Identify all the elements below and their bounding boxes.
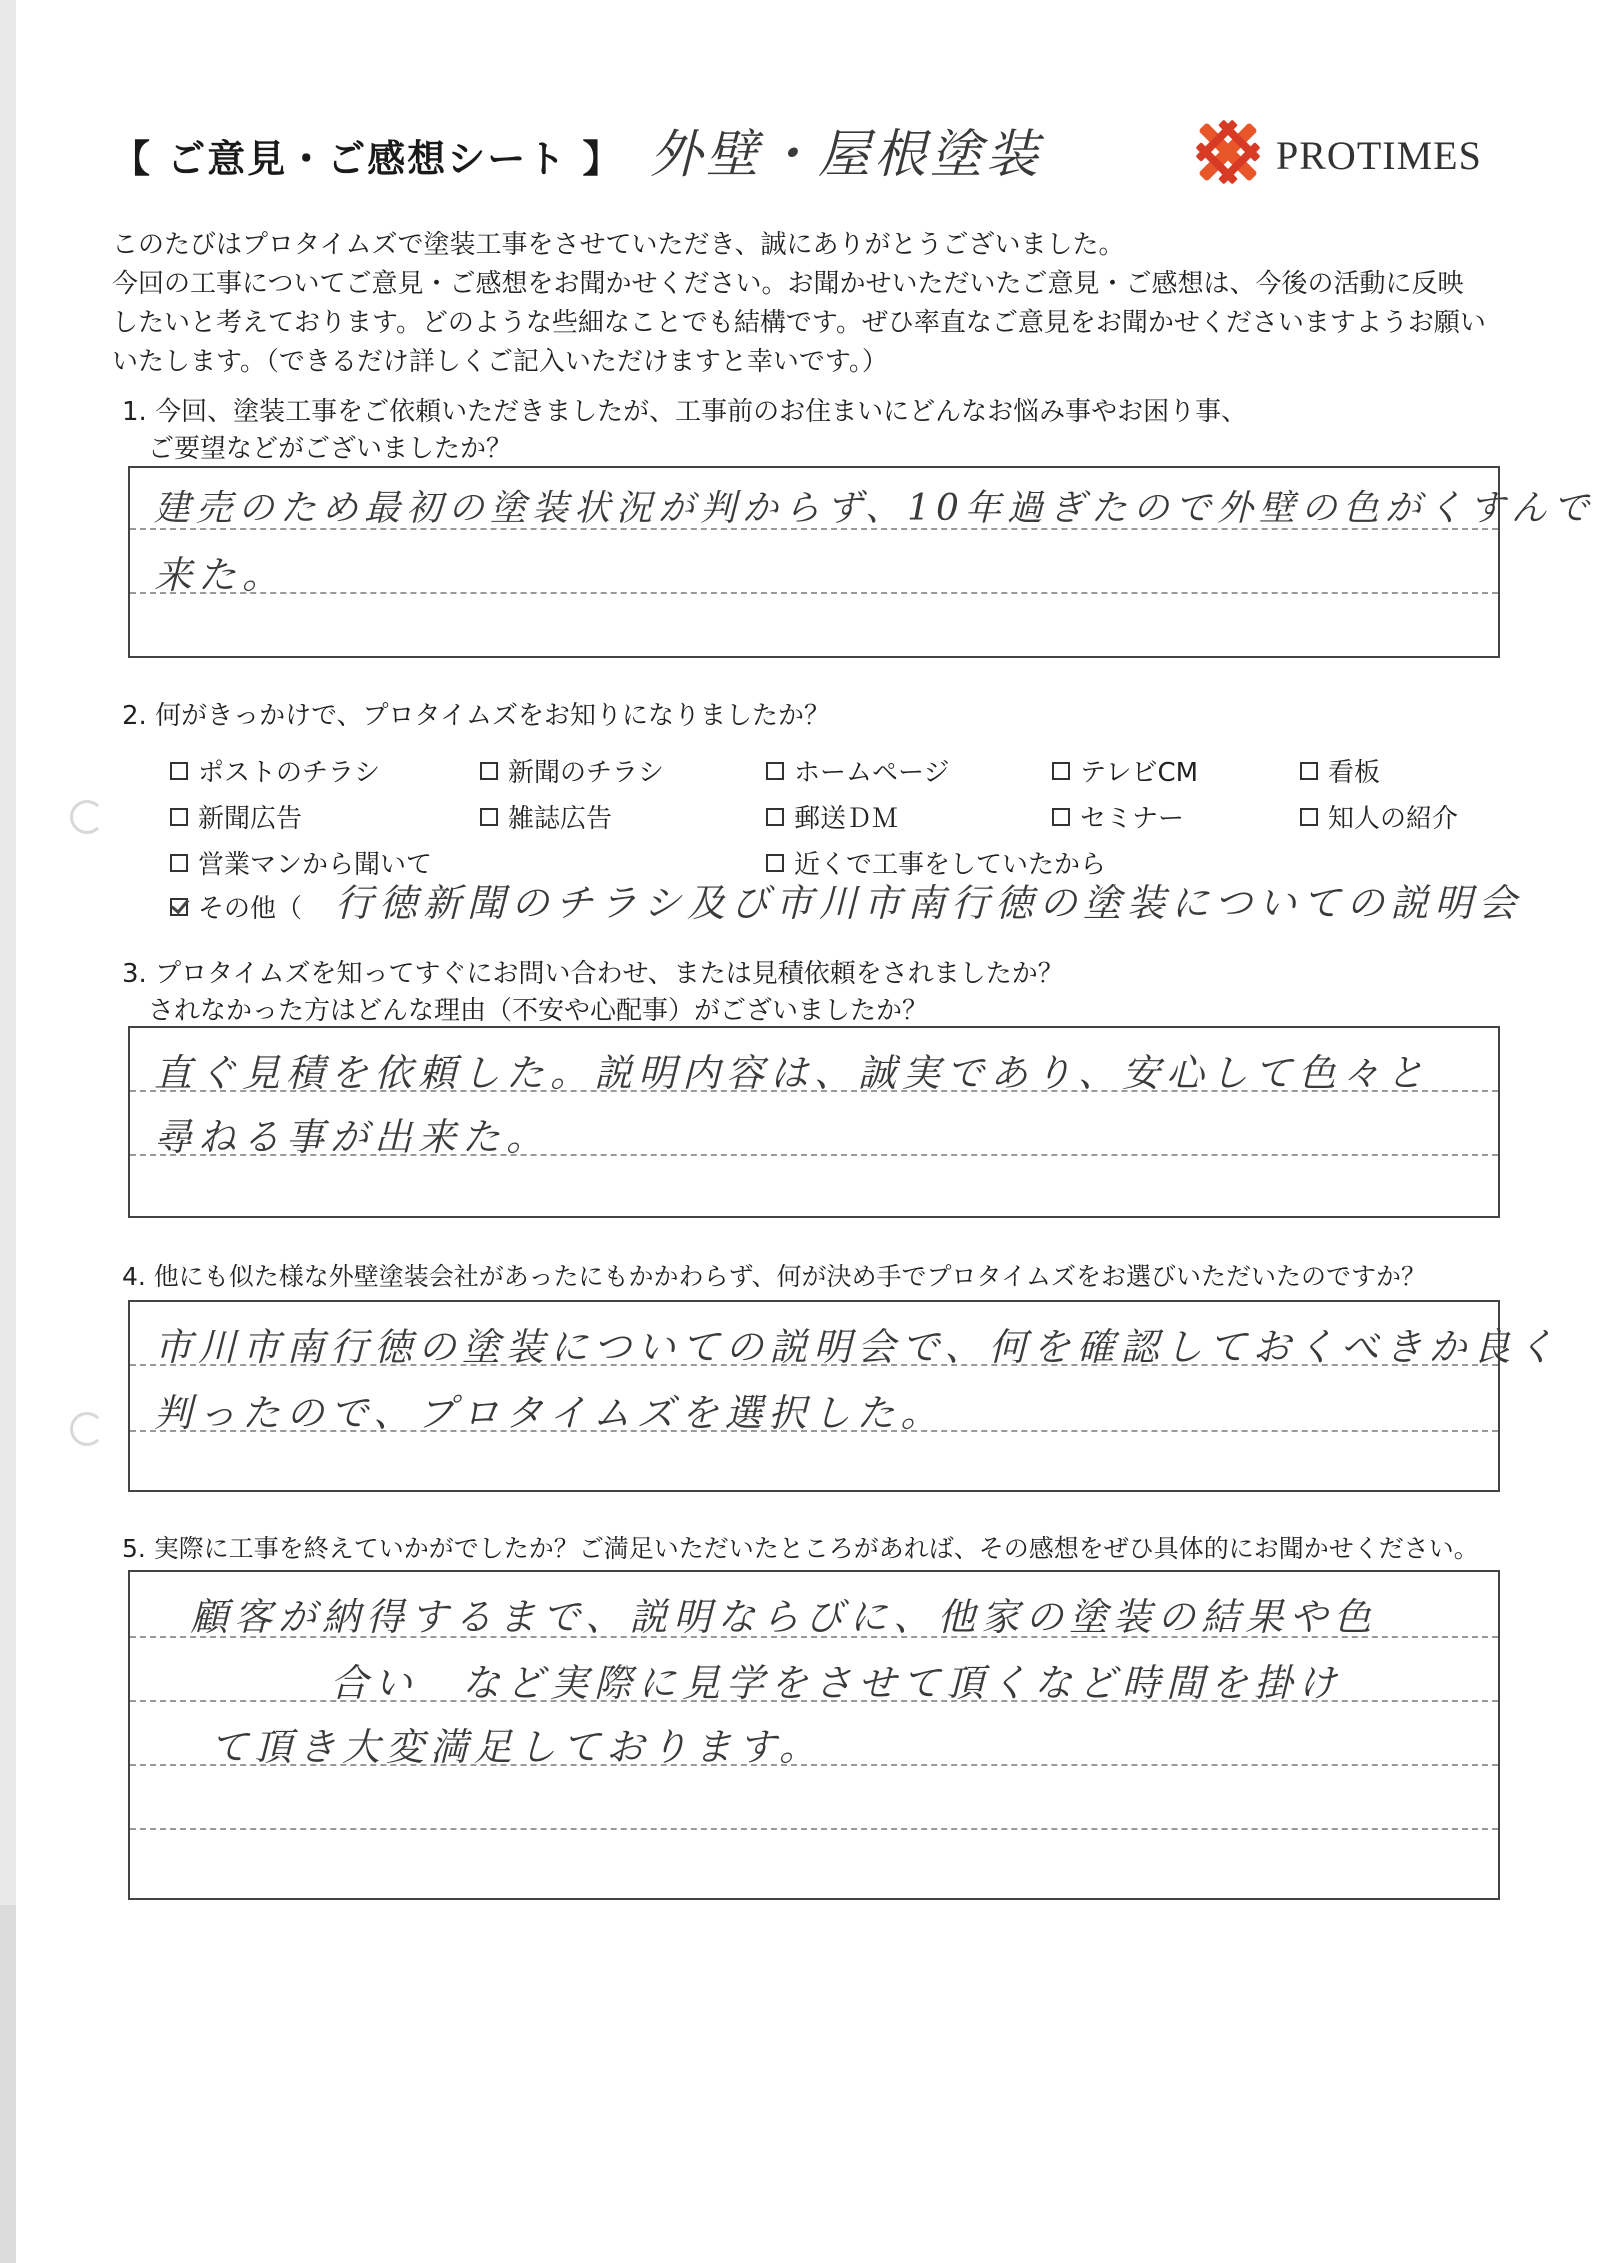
intro-line: いたします。（できるだけ詳しくご記入いただけますと幸いです。） bbox=[112, 347, 888, 377]
binder-hole bbox=[70, 800, 104, 834]
protimes-logo-icon bbox=[1188, 112, 1268, 192]
option-posting-flyer[interactable] bbox=[170, 752, 380, 789]
option-signboard[interactable] bbox=[1300, 752, 1380, 789]
handwritten-title: 外壁・屋根塗装 bbox=[650, 125, 1043, 185]
option-direct-mail[interactable] bbox=[766, 798, 898, 835]
checkbox[interactable] bbox=[766, 808, 784, 826]
logo-text: PROTIMES bbox=[1276, 133, 1482, 178]
binder-hole bbox=[70, 1412, 104, 1446]
option-label: 近くで工事をしていたから bbox=[794, 850, 1107, 880]
option-label: 知人の紹介 bbox=[1328, 804, 1459, 834]
option-tv-cm[interactable] bbox=[1052, 752, 1198, 789]
question-1 bbox=[122, 394, 1247, 468]
answer-3-line: 尋ねる事が出来た。 bbox=[154, 1115, 551, 1159]
checkbox[interactable] bbox=[170, 762, 188, 780]
checkbox[interactable] bbox=[1300, 762, 1318, 780]
option-label: ホームページ bbox=[794, 758, 950, 788]
option-label: 新聞広告 bbox=[198, 804, 303, 834]
answer-3-line: 直ぐ見積を依頼した。説明内容は、誠実であり、安心して色々と bbox=[154, 1051, 1431, 1095]
option-newspaper-flyer[interactable] bbox=[480, 752, 664, 789]
protimes-logo bbox=[1188, 112, 1488, 192]
checkbox[interactable] bbox=[480, 762, 498, 780]
checkbox[interactable] bbox=[1052, 762, 1070, 780]
checkbox[interactable] bbox=[766, 854, 784, 872]
question-1-line: 1. 今回、塗装工事をご依頼いただきましたが、工事前のお住まいにどんなお悩み事やお困り事、 bbox=[122, 397, 1248, 427]
question-5-text: 5. 実際に工事を終えていかがでしたか？ご満足いただいたところがあれば、その感想をぜひ具体的にお聞かせください。 bbox=[122, 1534, 1479, 1563]
option-label: セミナー bbox=[1080, 804, 1185, 834]
option-label: 雑誌広告 bbox=[508, 804, 613, 834]
option-homepage[interactable] bbox=[766, 752, 949, 789]
answer-box-1[interactable] bbox=[128, 466, 1595, 658]
option-label: 営業マンから聞いて bbox=[198, 850, 433, 880]
checkbox[interactable] bbox=[766, 762, 784, 780]
option-seminar[interactable] bbox=[1052, 798, 1184, 835]
sheet-title: 【 ご意見・ご感想シート 】 bbox=[112, 137, 623, 181]
option-other[interactable] bbox=[170, 888, 302, 925]
checkbox[interactable] bbox=[1300, 808, 1318, 826]
option-label: 新聞のチラシ bbox=[508, 758, 665, 788]
option-newspaper-ad[interactable] bbox=[170, 798, 302, 835]
scan-edge-left bbox=[0, 0, 16, 1905]
question-3 bbox=[122, 956, 1064, 1030]
scan-edge-left-lower bbox=[0, 1905, 16, 2263]
question-3-line: されなかった方はどんな理由（不安や心配事）がございましたか？ bbox=[122, 996, 929, 1026]
other-answer: 行徳新聞のチラシ及び市川市南行徳の塗装についての説明会 bbox=[335, 881, 1523, 925]
option-label: 郵送ＤＭ bbox=[794, 804, 899, 834]
checkbox[interactable] bbox=[1052, 808, 1070, 826]
question-4-text: 4. 他にも似た様な外壁塗装会社があったにもかかわらず、何が決め手でプロタイムズをお選びいただいたのですか？ bbox=[122, 1262, 1427, 1291]
question-3-line: 3. プロタイムズを知ってすぐにお問い合わせ、または見積依頼をされましたか？ bbox=[122, 959, 1064, 989]
question-2 bbox=[122, 698, 830, 735]
answer-4-line: 判ったので、プロタイムズを選択した。 bbox=[154, 1391, 945, 1435]
question-1-line: ご要望などがございましたか？ bbox=[122, 434, 513, 464]
answer-5-line: て頂き大変満足しております。 bbox=[210, 1725, 823, 1769]
question-4 bbox=[122, 1258, 1426, 1295]
answer-5-line: 合い など実際に見学をさせて頂くなど時間を掛け bbox=[330, 1661, 1343, 1705]
checkbox-checked[interactable] bbox=[170, 898, 188, 916]
option-referral[interactable] bbox=[1300, 798, 1458, 835]
option-label: テレビCM bbox=[1080, 758, 1199, 788]
answer-4-line: 市川市南行徳の塗装についての説明会で、何を確認しておくべきか良く bbox=[154, 1325, 1561, 1369]
question-5 bbox=[122, 1530, 1479, 1567]
answer-5-line: 顧客が納得するまで、説明ならびに、他家の塗装の結果や色 bbox=[190, 1595, 1378, 1639]
option-label: ポストのチラシ bbox=[198, 758, 381, 788]
answer-box-3[interactable] bbox=[128, 1026, 1500, 1218]
intro-line: 今回の工事についてご意見・ご感想をお聞かせください。お聞かせいただいたご意見・ご感想は、今後の活動に反映 bbox=[112, 269, 1464, 299]
answer-box-4[interactable] bbox=[128, 1300, 1561, 1492]
checkbox[interactable] bbox=[170, 808, 188, 826]
answer-1-line: 来た。 bbox=[154, 553, 287, 597]
intro-line: したいと考えております。どのような些細なことでも結構です。ぜひ率直なご意見をお聞かせくださいますようお願い bbox=[112, 308, 1486, 338]
checkbox[interactable] bbox=[480, 808, 498, 826]
option-magazine-ad[interactable] bbox=[480, 798, 612, 835]
answer-rule bbox=[130, 592, 1498, 594]
checkbox[interactable] bbox=[170, 854, 188, 872]
intro-text bbox=[112, 226, 1502, 382]
option-label: 看板 bbox=[1328, 758, 1381, 788]
question-2-text: 2. 何がきっかけで、プロタイムズをお知りになりましたか？ bbox=[122, 701, 831, 731]
answer-1-line: 建売のため最初の塗装状況が判からず、10年過ぎたので外壁の色がくすんで bbox=[154, 488, 1595, 529]
answer-rule bbox=[130, 1828, 1498, 1830]
answer-box-5[interactable] bbox=[128, 1570, 1500, 1900]
option-label: その他（ bbox=[198, 894, 303, 924]
intro-line: このたびはプロタイムズで塗装工事をさせていただき、誠にありがとうございました。 bbox=[112, 230, 1125, 260]
